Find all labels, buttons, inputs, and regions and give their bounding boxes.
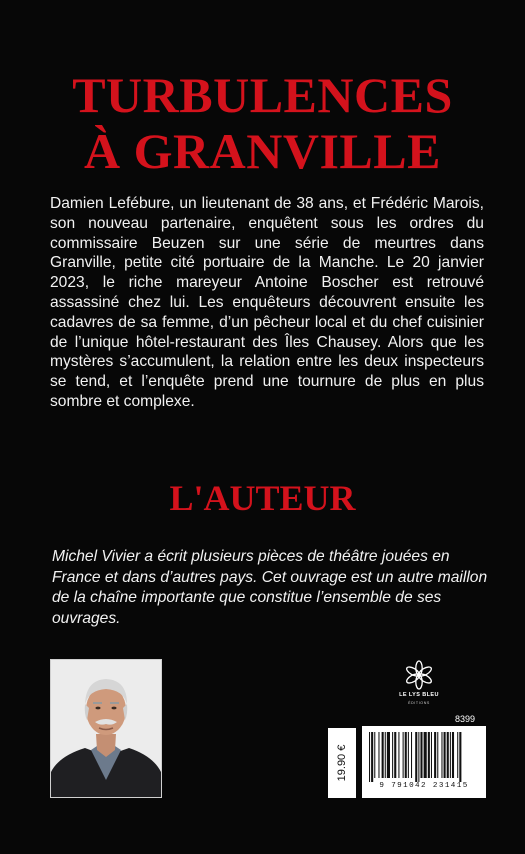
barcode-bar <box>385 732 386 778</box>
barcode-bar <box>437 732 438 778</box>
product-code: 8399 <box>455 714 476 724</box>
publisher-subtitle: ÉDITIONS <box>408 701 430 705</box>
publisher-name: LE LYS BLEU <box>399 692 439 698</box>
barcode-bar <box>411 732 412 778</box>
barcode-bar <box>424 732 427 778</box>
barcode-bar <box>459 732 461 782</box>
barcode-bar <box>398 732 399 778</box>
barcode-bar <box>392 732 393 778</box>
barcode-bar <box>450 732 451 778</box>
author-photo <box>50 659 162 798</box>
barcode <box>362 726 486 798</box>
barcode-bar <box>418 732 419 782</box>
barcode-bar <box>387 732 390 778</box>
barcode-bars <box>362 726 486 782</box>
author-portrait-illustration <box>51 660 161 797</box>
barcode-bar <box>371 732 373 782</box>
barcode-bar <box>431 732 432 778</box>
barcode-bar <box>378 732 379 778</box>
barcode-bar <box>441 732 442 778</box>
barcode-bar <box>434 732 436 778</box>
book-title-line-2: À GRANVILLE <box>84 123 441 179</box>
author-heading: L'AUTEUR <box>169 478 356 518</box>
barcode-bar <box>382 732 384 778</box>
barcode-bar <box>447 732 449 778</box>
barcode-bar <box>408 732 409 778</box>
barcode-bar <box>403 732 404 778</box>
barcode-bar <box>428 732 430 778</box>
barcode-bar <box>415 732 417 782</box>
barcode-bar <box>420 732 422 778</box>
barcode-number: 9 791042 231415 <box>379 782 469 790</box>
barcode-bar <box>405 732 407 778</box>
price-text: 19.90 € <box>336 744 348 782</box>
barcode-bar <box>394 732 396 778</box>
barcode-bar <box>369 732 370 782</box>
barcode-bar <box>452 732 454 778</box>
book-title-line-1: TURBULENCES <box>72 67 453 123</box>
author-bio: Michel Vivier a écrit plusieurs pièces de théâtre jouées en France et dans d’autres pays. Cet ouvrage est un autre maillon de la chaîne importante que constitue l’ensemble de ses ouvrages. <box>52 548 488 627</box>
lily-flower-icon <box>402 660 436 690</box>
barcode-bar <box>374 732 375 778</box>
barcode-bar <box>457 732 458 778</box>
price-label <box>328 728 356 798</box>
barcode-bar <box>444 732 446 778</box>
synopsis-text: Damien Lefébure, un lieutenant de 38 ans, et Frédéric Marois, son nouveau partenaire, enquêtent sous les ordres du commissaire Beuzen sur une série de meurtres dans Granville, petite cité portuaire de la Manche. Le 20 janvier 2023, le riche mareyeur Antoine Boscher est retrouvé assassiné chez lui. Les enquêteurs découvrent ensuite les cadavres de sa femme, d’un pêcheur local et du chef cuisinier de l’unique hôtel-restaurant des Îles Chausey. Alors que les mystères s’accumulent, la relation entre les deux inspecteurs se tend, et l’enquête prend une tournure de plus en plus sombre et complexe. <box>50 195 484 410</box>
